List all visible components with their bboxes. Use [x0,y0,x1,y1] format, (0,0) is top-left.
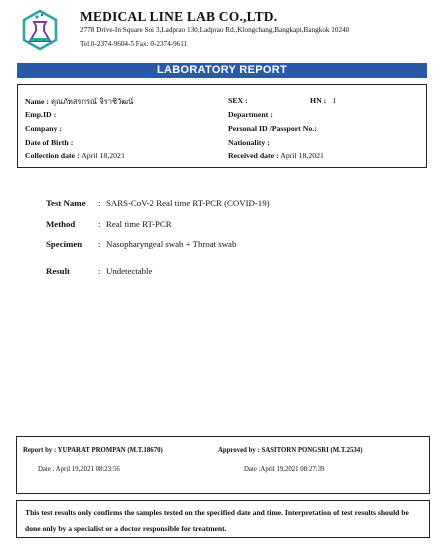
name-row [25,96,133,108]
disclaimer-text: This test results only confirms the samples tested on the specified date and time. Interpretation of test results should be done only by a specialist or a doctor responsible for treatment. [25,508,409,533]
received-date-row [228,151,324,160]
received-date-label: Received date : [228,151,279,160]
dob-label: Date of Birth : [25,138,74,147]
collection-date-label: Collection date : [25,151,80,160]
name-value: คุณภัทสรกรณ์ จิราชิวัฒน์ [50,97,134,106]
emp-id-label: Emp.ID : [25,110,57,119]
report-title-banner: LABORATORY REPORT [17,63,427,78]
sex-label: SEX : [228,96,248,105]
emp-id-row [25,110,56,119]
specimen-label: Specimen [46,239,83,249]
department-label: Department : [228,110,273,119]
approved-by: Approved by : SASITORN PONGSRI (M.T.2534) [218,447,363,454]
specimen-colon: : [98,239,101,249]
personal-id-label: Personal ID /Passport No.: [228,124,317,133]
test-name-value: SARS-CoV-2 Real time RT-PCR (COVID-19) [106,198,270,208]
report-by: Report by : YUPARAT PROMPAN (M.T.18670) [23,447,163,454]
lab-address: 2778 Drive-In Square Soi 3,Ladprao 130,Ladprao Rd.,Klongchang,Bangkapi,Bangkok 10240 [80,26,350,34]
company-row [25,124,62,133]
dob-row [25,138,73,147]
lab-flask-logo-icon [20,9,60,53]
collection-date-row [25,151,125,160]
hn-value: 1 [332,96,337,105]
company-label: Company : [25,124,63,133]
personal-id-row [228,124,317,133]
report-date: Date : April 19,2021 08:23:56 [38,466,120,473]
approved-date: Date :April 19,2021 08:27:39 [244,466,325,473]
result-value: Undetectable [106,266,153,276]
specimen-value: Nasopharyngeal swab + Throat swab [106,239,237,249]
lab-contact: Tel.0-2374-9604-5 Fax: 0-2374-9611 [80,40,188,48]
department-row [228,110,273,119]
received-date-value: April 18,2021 [280,151,324,160]
test-name-label: Test Name [46,198,86,208]
nationality-row [228,138,270,147]
result-label: Result [46,266,70,276]
nationality-label: Nationality : [228,138,270,147]
lab-name: MEDICAL LINE LAB CO.,LTD. [80,9,278,24]
sex-row [228,96,248,105]
result-colon: : [98,266,101,276]
signature-box [16,436,430,494]
method-colon: : [98,219,101,229]
name-label: Name : [25,97,50,106]
method-label: Method [46,219,76,229]
collection-date-value: April 18,2021 [81,151,125,160]
hn-row [310,96,336,105]
hn-label: HN : [310,96,327,105]
test-name-colon: : [98,198,101,208]
method-value: Real time RT-PCR [106,219,172,229]
